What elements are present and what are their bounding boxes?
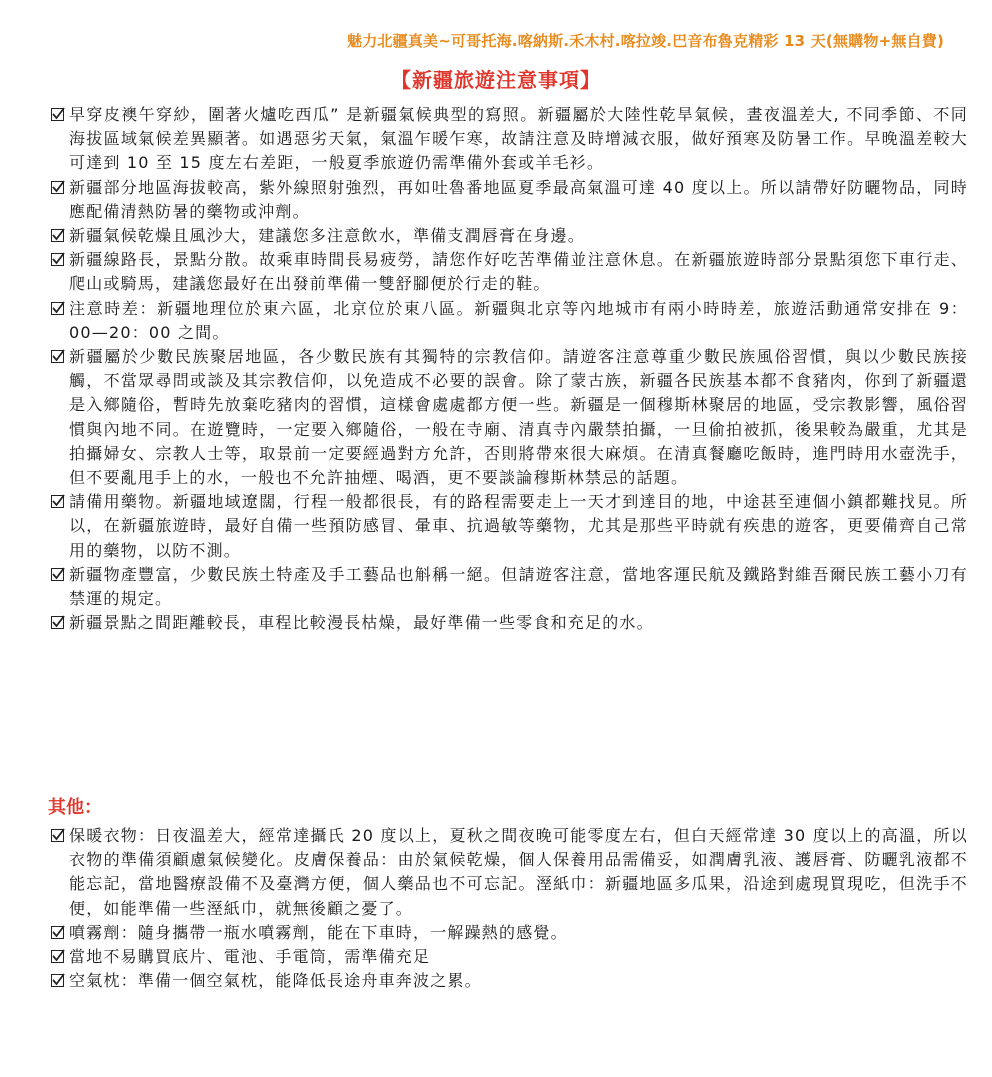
list-item xyxy=(48,224,968,248)
tour-header: 魅力北疆真美~可哥托海.喀納斯.禾木村.喀拉竣.巴音布魯克精彩 13 天(無購物+無自費) xyxy=(347,32,944,50)
notes-section xyxy=(48,103,968,635)
list-item xyxy=(48,176,968,224)
list-item xyxy=(48,490,968,563)
list-item xyxy=(48,945,968,969)
notes-list xyxy=(48,103,968,635)
page-title: 【新疆旅遊注意事項】 xyxy=(391,68,601,92)
other-heading: 其他： xyxy=(48,797,102,818)
list-item xyxy=(48,103,968,176)
item-text: 噴霧劑：隨身攜帶一瓶水噴霧劑，能在下車時，一解躁熱的感覺。 xyxy=(69,922,568,942)
checked-box-icon xyxy=(51,974,64,987)
other-section xyxy=(48,796,968,993)
checked-box-icon xyxy=(51,181,64,194)
item-text: 新疆部分地區海拔較高，紫外線照射強烈，再如吐魯番地區夏季最高氣溫可達 40 度以上。所以請帶好防曬物品，同時應配備清熱防暑的藥物或沖劑。 xyxy=(69,177,968,221)
checked-box-icon xyxy=(51,253,64,266)
checked-box-icon xyxy=(51,108,64,121)
other-list xyxy=(48,824,968,993)
item-text: 請備用藥物。新疆地域遼闊，行程一般都很長，有的路程需要走上一天才到達目的地，中途甚至連個小鎮都難找見。所以，在新疆旅遊時，最好自備一些預防感冒、暈車、抗過敏等藥物，尤其是那些平時就有疾患的遊客，更要備齊自己常用的藥物，以防不測。 xyxy=(69,492,968,560)
list-item xyxy=(48,969,968,993)
item-text: 新疆景點之間距離較長，車程比較漫長枯燥，最好準備一些零食和充足的水。 xyxy=(69,613,654,633)
item-text: 保暖衣物：日夜溫差大，經常達攝氏 20 度以上，夏秋之間夜晚可能零度左右，但白天經常達 30 度以上的高溫，所以衣物的準備須顧慮氣候變化。皮膚保養品：由於氣候乾燥，個人保養用品需備妥，如潤膚乳液、護唇膏、防曬乳液都不能忘記，當地醫療設備不及臺灣方便，個人藥品也不可忘記。溼紙巾：新疆地區多瓜果，沿途到處現買現吃，但洗手不便，如能準備一些溼紙巾，就無後顧之憂了。 xyxy=(69,826,968,918)
list-item xyxy=(48,297,968,345)
item-text: 新疆氣候乾燥且風沙大，建議您多注意飲水，準備支潤唇膏在身邊。 xyxy=(69,226,586,246)
item-text: 新疆物產豐富，少數民族土特產及手工藝品也斛稱一絕。但請遊客注意，當地客運民航及鐵路對維吾爾民族工藝小刀有禁運的規定。 xyxy=(69,564,968,609)
checked-box-icon xyxy=(51,829,64,842)
item-text: 新疆屬於少數民族聚居地區，各少數民族有其獨特的宗教信仰。請遊客注意尊重少數民族風俗習慣，與以少數民族接觸，不當眾尋問或談及其宗教信仰，以免造成不必要的誤會。除了蒙古族，新疆各民族基本都不食豬肉，你到了新疆還是入鄉隨俗，暫時先放棄吃豬肉的習慣，這樣會處處都方便一些。新疆是一個穆斯林聚居的地區，受宗教影響，風俗習慣與內地不同。在遊覽時，一定要入鄉隨俗，一般在寺廟、清真寺內嚴禁拍攝，一旦偷拍被抓，後果較為嚴重，尤其是拍攝婦女、宗教人士等，取景前一定要經過對方允許，否則將帶來很大麻煩。在清真餐廳吃飯時，進門時用水壺洗手，但不要亂甩手上的水，一般也不允許抽煙、喝酒，更不要談論穆斯林禁忌的話題。 xyxy=(69,347,968,488)
item-text: 空氣枕：準備一個空氣枕，能降低長途舟車奔波之累。 xyxy=(69,971,482,991)
checked-box-icon xyxy=(51,616,64,629)
checked-box-icon xyxy=(51,229,64,242)
list-item xyxy=(48,563,968,611)
checked-box-icon xyxy=(51,950,64,963)
list-item xyxy=(48,345,968,490)
checked-box-icon xyxy=(51,568,64,581)
list-item xyxy=(48,611,968,635)
list-item xyxy=(48,248,968,296)
item-text: 早穿皮襖午穿紗，圍著火爐吃西瓜” 是新疆氣候典型的寫照。新疆屬於大陸性乾旱氣候，晝夜溫差大, 不同季節、不同海拔區域氣候差異顯著。如遇惡劣天氣，氣溫乍暖乍寒，故請注意及時增減衣服，做好預寒及防暑工作。早晚溫差較大可達到 10 至 15 度左右差距，一般夏季旅遊仍需準備外套或羊毛衫。 xyxy=(69,105,968,173)
item-text: 注意時差：新疆地理位於東六區，北京位於東八區。新疆與北京等內地城市有兩小時時差，旅遊活動通常安排在 9：00—20：00 之間。 xyxy=(69,298,968,342)
checked-box-icon xyxy=(51,926,64,939)
list-item xyxy=(48,824,968,921)
checked-box-icon xyxy=(51,302,64,315)
item-text: 新疆線路長，景點分散。故乘車時間長易疲勞，請您作好吃苦準備並注意休息。在新疆旅遊時部分景點須您下車行走、爬山或騎馬，建議您最好在出發前準備一雙舒腳便於行走的鞋。 xyxy=(69,250,968,294)
item-text: 當地不易購買底片、電池、手電筒，需準備充足 xyxy=(69,947,431,967)
checked-box-icon xyxy=(51,350,64,363)
checked-box-icon xyxy=(51,495,64,508)
list-item xyxy=(48,921,968,945)
